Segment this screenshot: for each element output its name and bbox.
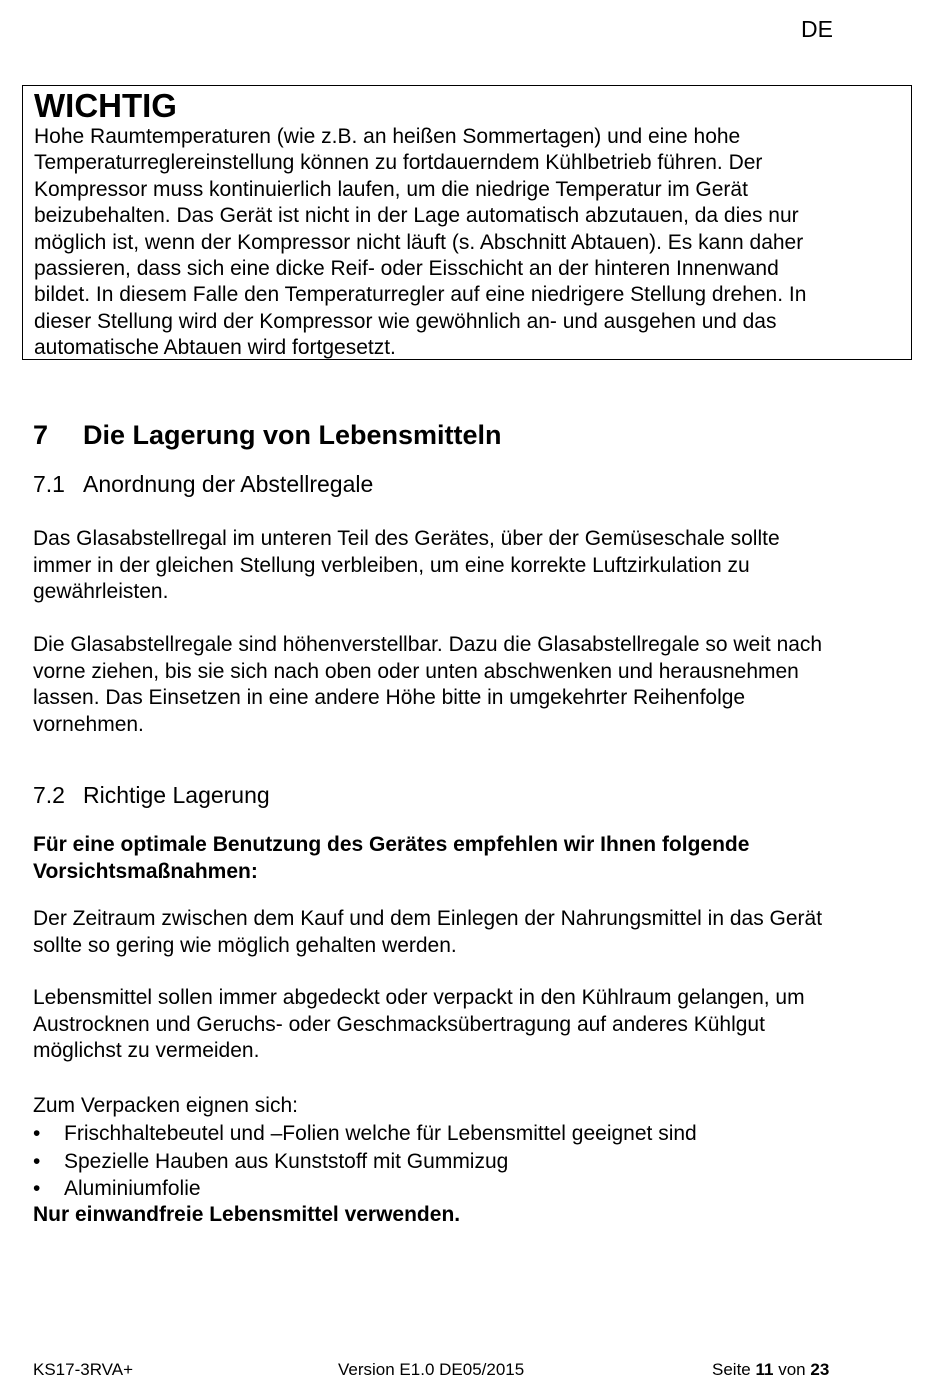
notice-line: Kompressor muss kontinuierlich laufen, um die niedrige Temperatur im Gerät <box>34 177 748 201</box>
list-item-text: Aluminiumfolie <box>64 1177 201 1200</box>
bullet-icon: • <box>33 1149 41 1173</box>
paragraph-line: lassen. Das Einsetzen in eine andere Höhe bitte in umgekehrter Reihenfolge <box>33 686 746 709</box>
important-notice-text <box>34 124 900 362</box>
paragraph-line: vorne ziehen, bis sie sich nach oben oder unten abschwenken und herausnehmen <box>33 659 799 683</box>
list-item <box>33 1148 697 1176</box>
section-number: 7.2 <box>33 782 65 808</box>
notice-line: beizubehalten. Das Gerät ist nicht in der Lage automatisch abzutauen, da dies nur <box>34 204 799 228</box>
footer-version: Version E1.0 DE05/2015 <box>338 1360 525 1379</box>
paragraph-line: Der Zeitraum zwischen dem Kauf und dem Einlegen der Nahrungsmittel in das Gerät <box>33 907 823 930</box>
packaging-intro: Zum Verpacken eignen sich: <box>33 1094 298 1117</box>
page-current: 11 <box>755 1360 774 1379</box>
section-title: Die Lagerung von Lebensmitteln <box>83 420 502 450</box>
shelf-paragraph-2 <box>33 632 822 738</box>
notice-line: Hohe Raumtemperaturen (wie z.B. an heißen Sommertagen) und eine hohe <box>34 125 741 148</box>
paragraph-line: Das Glasabstellregal im unteren Teil des Gerätes, über der Gemüseschale sollte <box>33 527 780 550</box>
paragraph-line: Vorsichtsmaßnahmen: <box>33 859 258 883</box>
notice-line: bildet. In diesem Falle den Temperaturregler auf eine niedrigere Stellung drehen. In <box>34 283 807 307</box>
paragraph-line: sollte so gering wie möglich gehalten werden. <box>33 933 457 957</box>
list-item-text: Spezielle Hauben aus Kunststoff mit Gummizug <box>64 1149 509 1173</box>
bullet-icon: • <box>33 1177 41 1200</box>
paragraph-line: gewährleisten. <box>33 580 169 603</box>
paragraph-line: vornehmen. <box>33 712 144 736</box>
closing-bold-note: Nur einwandfreie Lebensmittel verwenden. <box>33 1203 461 1226</box>
shelf-paragraph-1 <box>33 526 780 606</box>
section-7-1-heading <box>33 471 373 498</box>
paragraph-line: Für eine optimale Benutzung des Gerätes empfehlen wir Ihnen folgende <box>33 833 750 856</box>
list-item <box>33 1120 697 1148</box>
list-item-text: Frischhaltebeutel und –Folien welche für Lebensmittel geeignet sind <box>64 1122 697 1145</box>
section-title: Richtige Lagerung <box>83 782 270 808</box>
section-title: Anordnung der Abstellregale <box>83 471 374 497</box>
paragraph-line: immer in der gleichen Stellung verbleiben, um eine korrekte Luftzirkulation zu <box>33 553 750 577</box>
page-separator: von <box>778 1360 806 1379</box>
section-number: 7.1 <box>33 471 65 497</box>
notice-line: dieser Stellung wird der Kompressor wie gewöhnlich an- und ausgehen und das <box>34 309 777 333</box>
paragraph-line: Die Glasabstellregale sind höhenverstellbar. Dazu die Glasabstellregale so weit nach <box>33 633 823 656</box>
bullet-icon: • <box>33 1122 41 1145</box>
language-code: DE <box>801 16 833 42</box>
paragraph-line: möglichst zu vermeiden. <box>33 1039 260 1062</box>
section-7-2-heading <box>33 782 270 809</box>
storage-paragraph-1 <box>33 906 822 959</box>
notice-line: möglich ist, wenn der Kompressor nicht läuft (s. Abschnitt Abtauen). Es kann daher <box>34 230 804 254</box>
storage-bold-intro <box>33 832 749 885</box>
footer-model: KS17-3RVA+ <box>33 1360 134 1379</box>
page-total: 23 <box>810 1360 830 1379</box>
section-7-heading <box>33 420 502 451</box>
paragraph-line: Austrocknen und Geruchs- oder Geschmacksübertragung auf anderes Kühlgut <box>33 1012 765 1036</box>
important-notice-title: WICHTIG <box>34 87 177 124</box>
notice-line: passieren, dass sich eine dicke Reif- oder Eisschicht an der hinteren Innenwand <box>34 257 779 281</box>
footer-page-number <box>712 1360 829 1380</box>
notice-line: Temperaturreglereinstellung können zu fortdauerndem Kühlbetrieb führen. Der <box>34 151 763 175</box>
notice-line: automatische Abtauen wird fortgesetzt. <box>34 336 396 360</box>
section-number: 7 <box>33 420 49 450</box>
list-item <box>33 1175 697 1203</box>
important-notice-box <box>22 85 912 360</box>
paragraph-line: Lebensmittel sollen immer abgedeckt oder verpackt in den Kühlraum gelangen, um <box>33 986 805 1009</box>
storage-paragraph-2 <box>33 985 805 1065</box>
packaging-list <box>33 1120 697 1203</box>
page-prefix: Seite <box>712 1360 751 1379</box>
